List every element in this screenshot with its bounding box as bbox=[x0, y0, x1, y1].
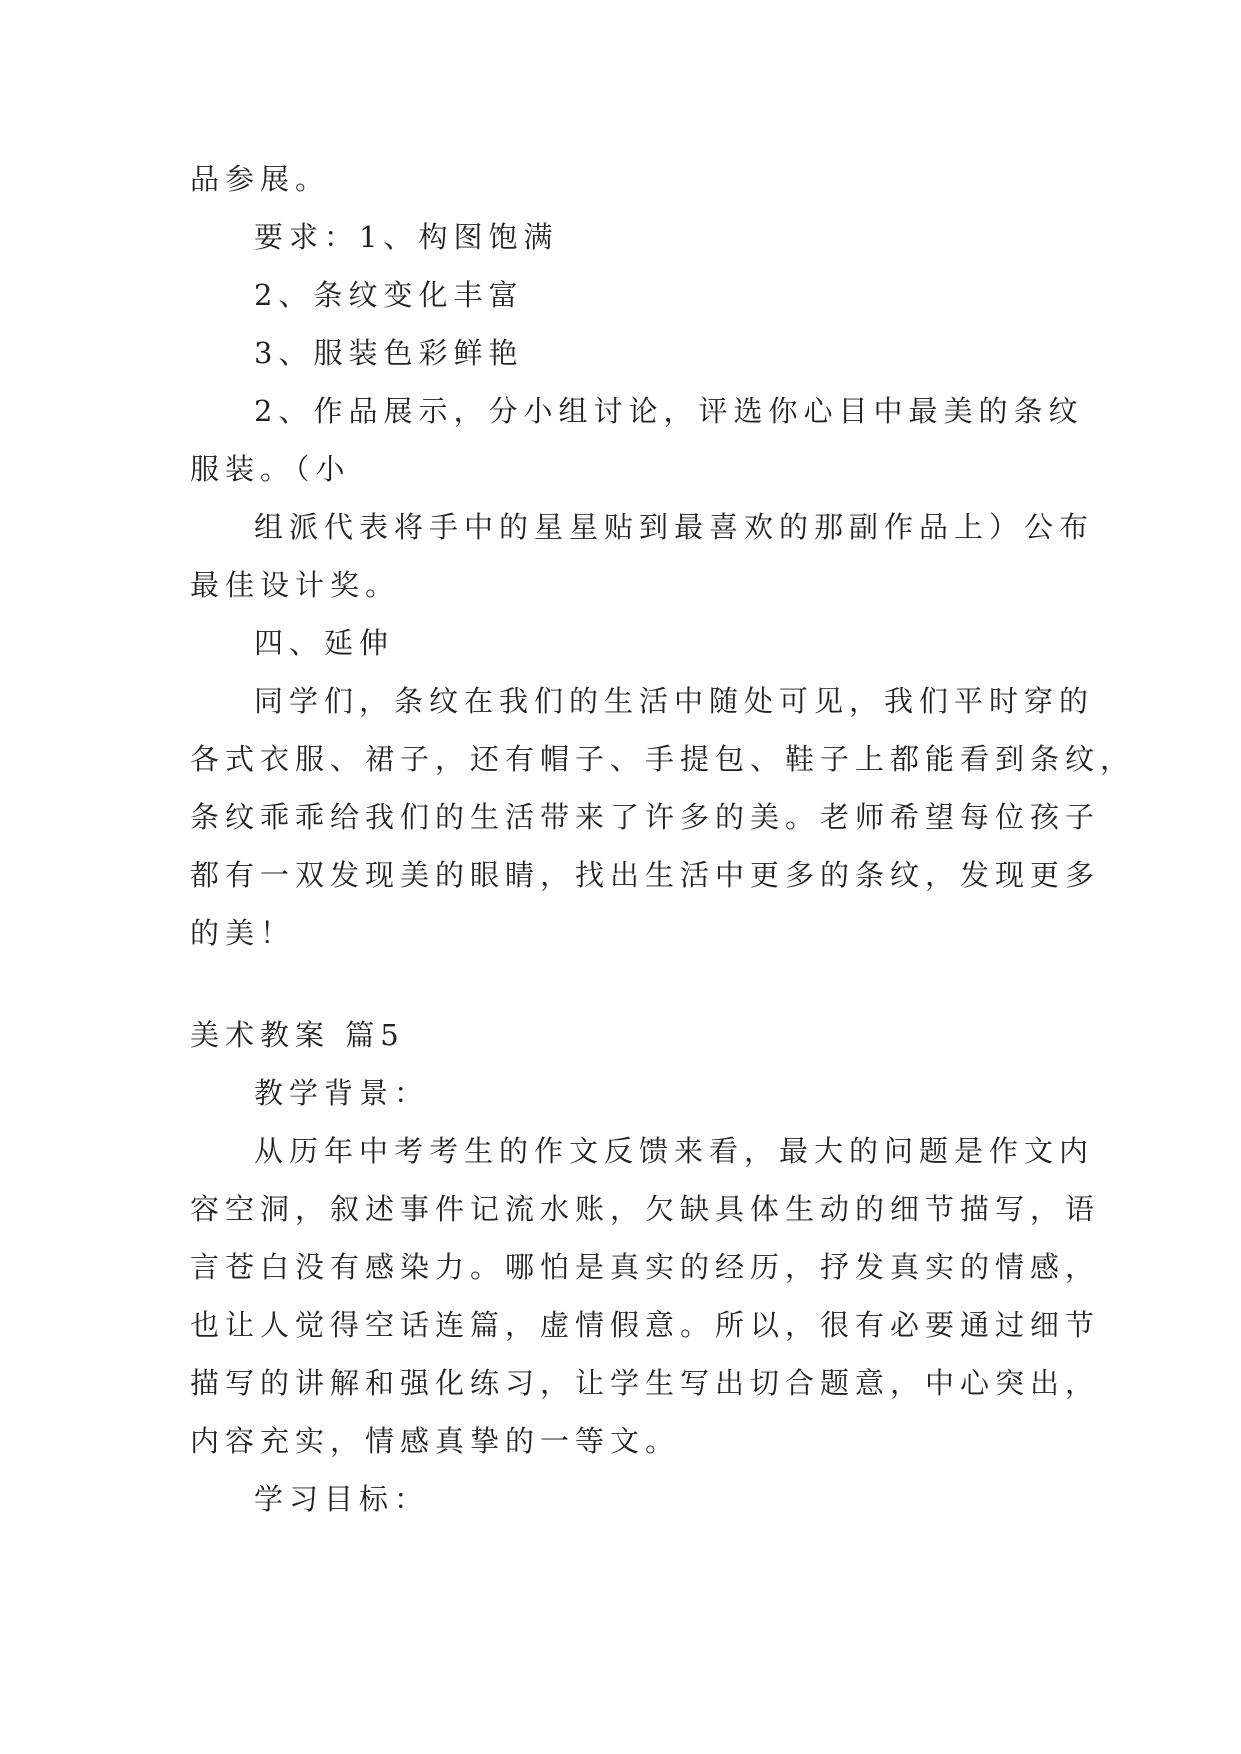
text-line: 的美！ bbox=[190, 916, 296, 950]
text-line: 同学们，条纹在我们的生活中随处可见，我们平时穿的 bbox=[254, 684, 1095, 718]
text-line: 内容充实，情感真挚的一等文。 bbox=[190, 1424, 681, 1458]
text-line: 各式衣服、裙子，还有帽子、手提包、鞋子上都能看到条纹， bbox=[190, 742, 1136, 776]
text-line: 言苍白没有感染力。哪怕是真实的经历，抒发真实的情感， bbox=[190, 1250, 1101, 1284]
text-line: 服装。（小 bbox=[190, 452, 351, 486]
section-title: 美术教案 篇5 bbox=[190, 1018, 405, 1052]
text-line: 最佳设计奖。 bbox=[190, 568, 401, 602]
text-line: 条纹乖乖给我们的生活带来了许多的美。老师希望每位孩子 bbox=[190, 800, 1101, 834]
text-line: 组派代表将手中的星星贴到最喜欢的那副作品上）公布 bbox=[254, 510, 1095, 544]
text-line: 2、作品展示，分小组讨论，评选你心目中最美的条纹 bbox=[254, 394, 1084, 428]
text-line: 要求：1、构图饱满 bbox=[254, 220, 559, 254]
document-page bbox=[190, 150, 1136, 1528]
text-line: 都有一双发现美的眼睛，找出生活中更多的条纹，发现更多 bbox=[190, 858, 1101, 892]
text-line: 2、条纹变化丰富 bbox=[254, 278, 524, 312]
section-gap bbox=[190, 962, 1070, 1006]
text-line: 容空洞，叙述事件记流水账，欠缺具体生动的细节描写，语 bbox=[190, 1192, 1101, 1226]
text-line: 从历年中考考生的作文反馈来看，最大的问题是作文内 bbox=[254, 1134, 1095, 1168]
text-line: 教学背景： bbox=[254, 1076, 430, 1110]
text-line: 3、服装色彩鲜艳 bbox=[254, 336, 524, 370]
section-heading: 四、延伸 bbox=[254, 626, 395, 660]
text-line: 学习目标： bbox=[254, 1482, 430, 1516]
text-line: 也让人觉得空话连篇，虚情假意。所以，很有必要通过细节 bbox=[190, 1308, 1101, 1342]
text-line: 品参展。 bbox=[190, 162, 331, 196]
text-line: 描写的讲解和强化练习，让学生写出切合题意，中心突出， bbox=[190, 1366, 1101, 1400]
